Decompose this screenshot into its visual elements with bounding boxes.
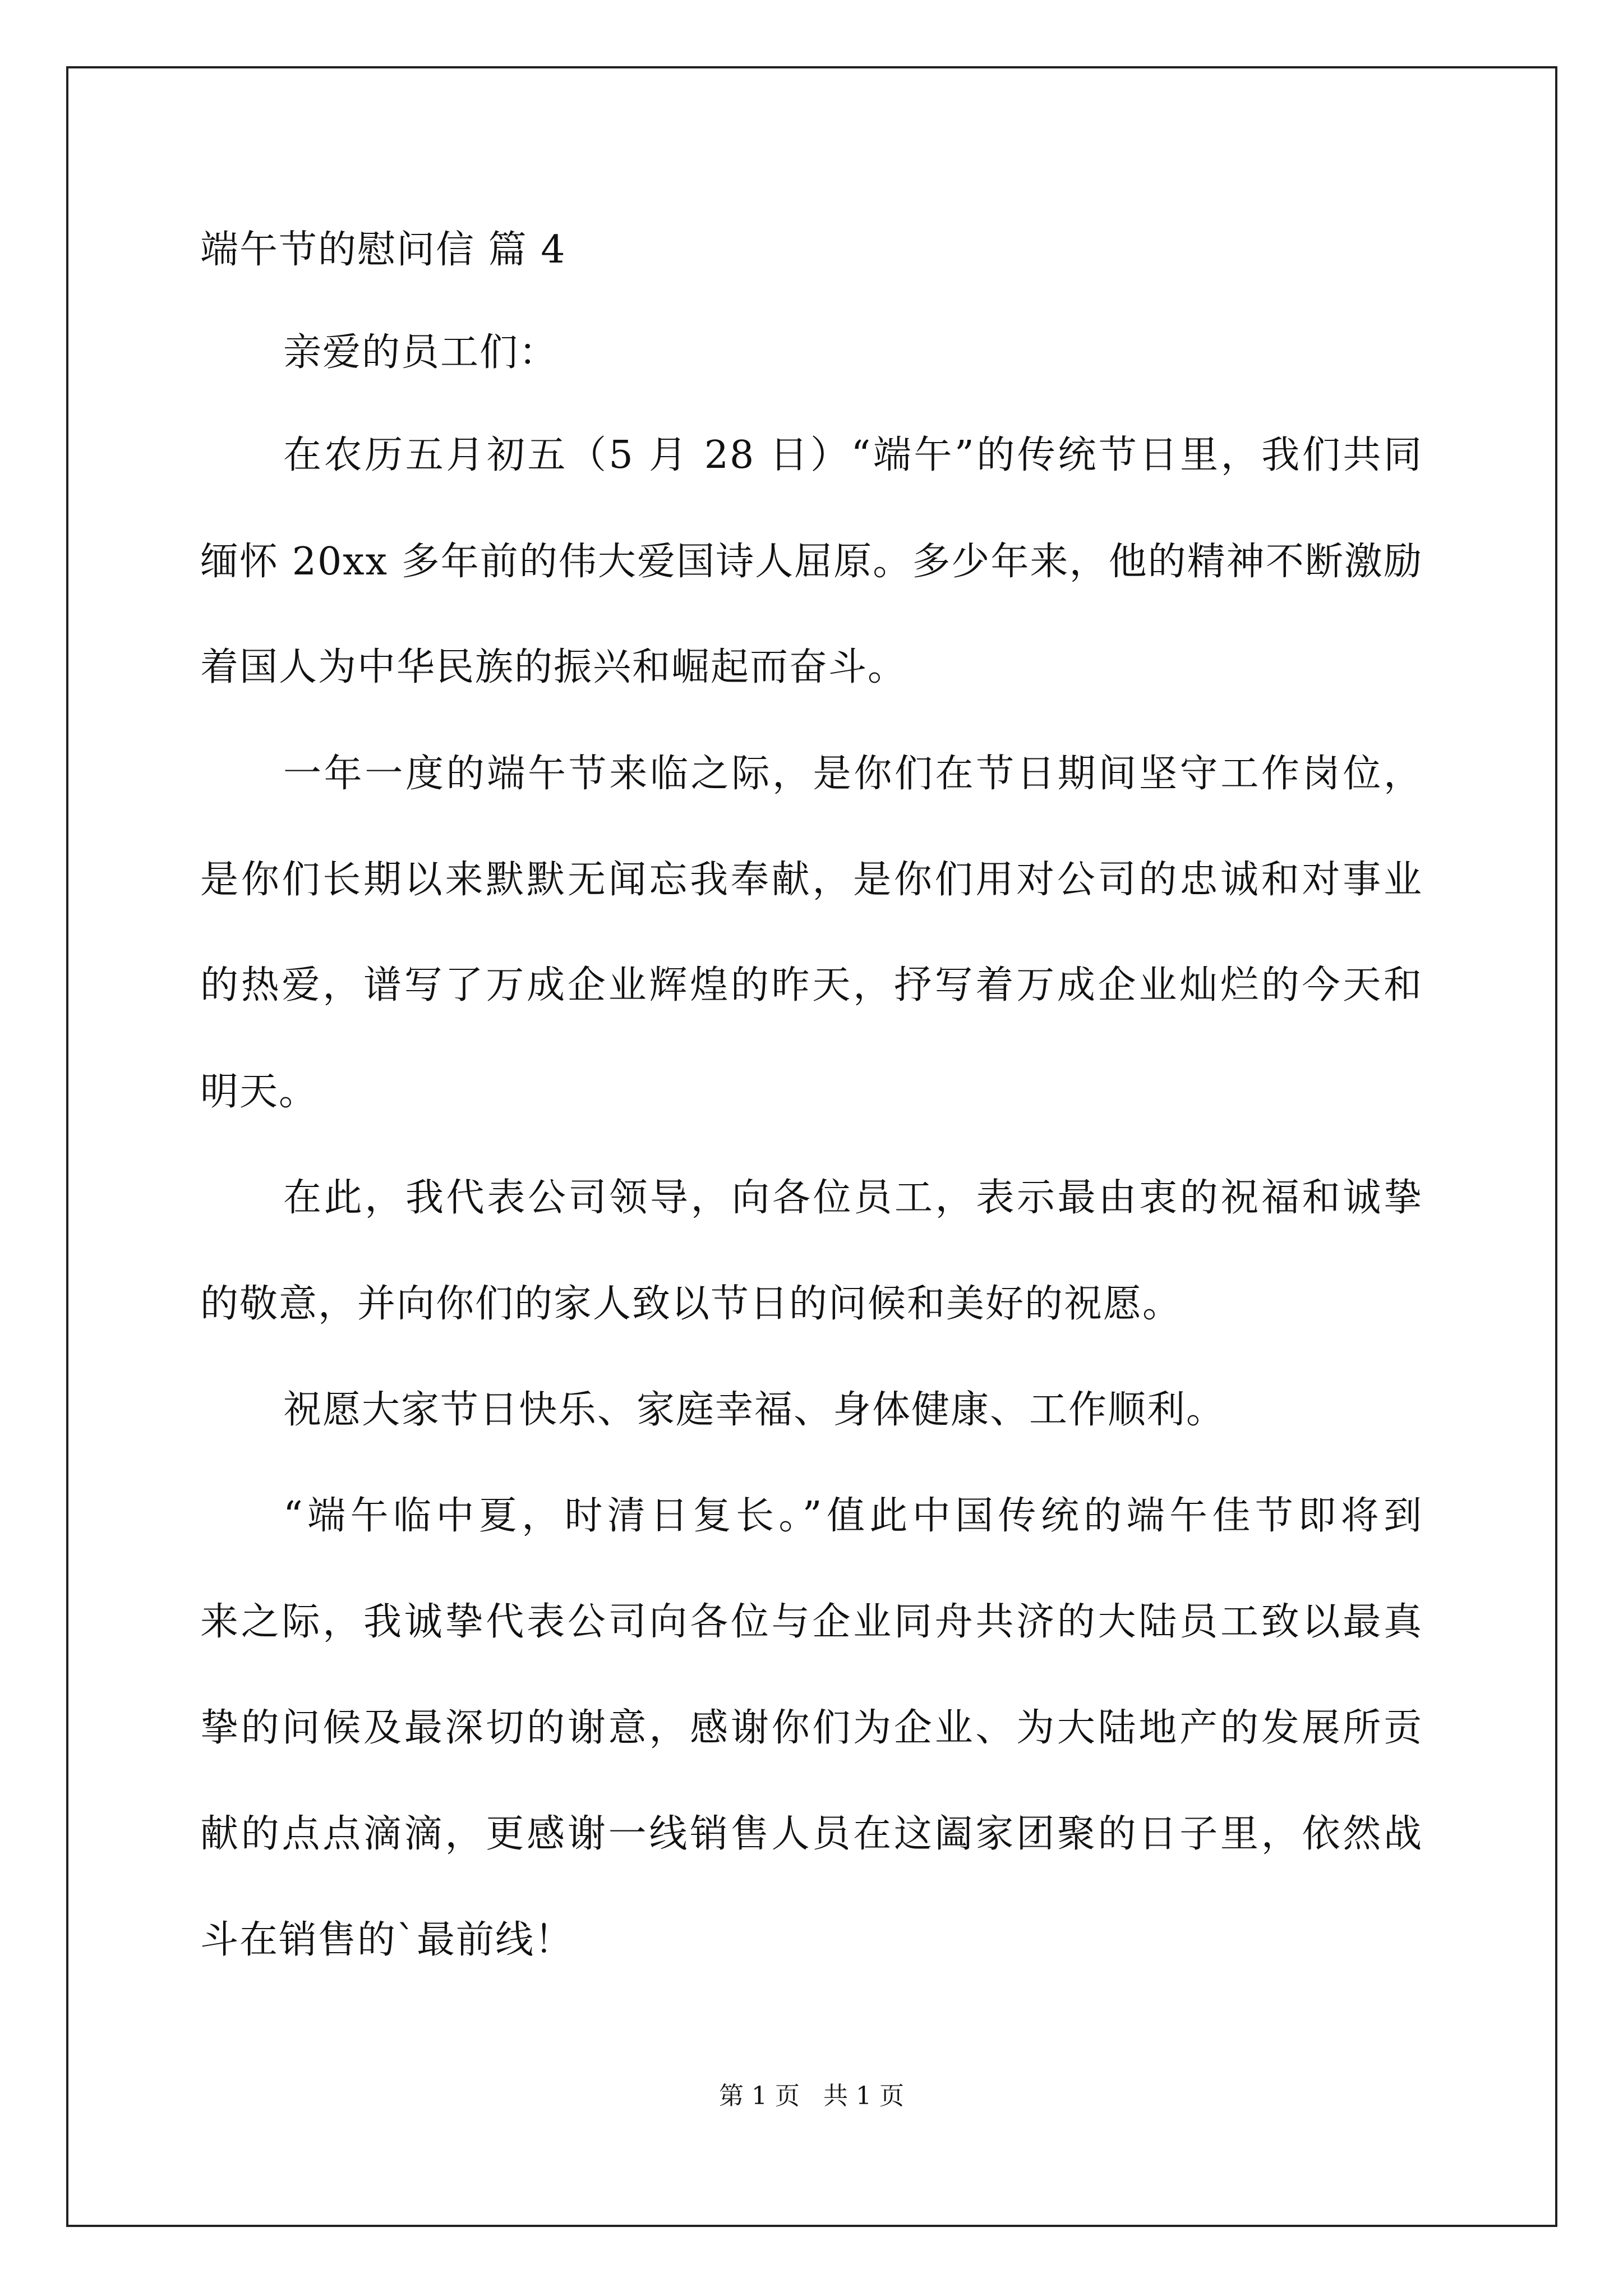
paragraph-line: 着国人为中华民族的振兴和崛起而奋斗。 <box>200 645 907 689</box>
paragraph-line: 明天。 <box>200 1070 319 1114</box>
paragraph-line: “端午临中夏，时清日复长。”值此中国传统的端午佳节即将到 <box>283 1494 1423 1538</box>
paragraph-line: 缅怀 20xx 多年前的伟大爱国诗人屈原。多少年来，他的精神不断激励 <box>200 540 1423 584</box>
paragraph-line: 祝愿大家节日快乐、家庭幸福、身体健康、工作顺利。 <box>283 1388 1226 1432</box>
letter-salutation: 亲爱的员工们： <box>283 330 559 375</box>
paragraph-line: 斗在销售的`最前线！ <box>200 1918 574 1962</box>
paragraph-line: 一年一度的端午节来临之际，是你们在节日期间坚守工作岗位， <box>283 752 1423 796</box>
paragraph-line: 来之际，我诚挚代表公司向各位与企业同舟共济的大陆员工致以最真 <box>200 1600 1423 1644</box>
paragraph-line: 在此，我代表公司领导，向各位员工，表示最由衷的祝福和诚挚 <box>283 1176 1423 1220</box>
paragraph-line: 的热爱，谱写了万成企业辉煌的昨天，抒写着万成企业灿烂的今天和 <box>200 963 1423 1007</box>
paragraph-line: 在农历五月初五（5 月 28 日）“端午”的传统节日里，我们共同 <box>283 433 1423 477</box>
letter-title: 端午节的慰问信 篇 4 <box>200 228 566 272</box>
page-border <box>66 66 1557 2227</box>
paragraph-line: 的敬意，并向你们的家人致以节日的问候和美好的祝愿。 <box>200 1282 1182 1326</box>
paragraph-line: 是你们长期以来默默无闻忘我奉献，是你们用对公司的忠诚和对事业 <box>200 858 1423 902</box>
paragraph-line: 献的点点滴滴，更感谢一线销售人员在这阖家团聚的日子里，依然战 <box>200 1812 1423 1856</box>
paragraph-line: 挚的问候及最深切的谢意，感谢你们为企业、为大陆地产的发展所贡 <box>200 1706 1423 1750</box>
page-number-footer: 第 1 页 共 1 页 <box>719 2082 904 2110</box>
